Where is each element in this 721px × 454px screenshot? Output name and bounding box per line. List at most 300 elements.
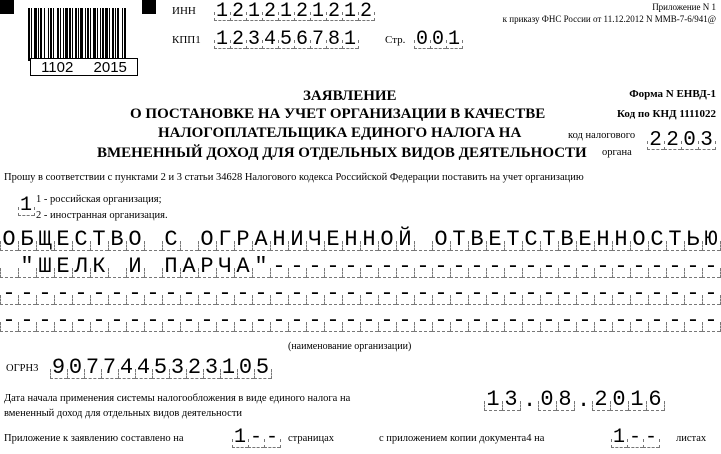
char-cell-baseline	[628, 410, 646, 411]
char-cell	[216, 256, 234, 278]
char-cell-baseline	[18, 277, 36, 278]
char-cell	[324, 229, 342, 251]
char-cell	[270, 256, 288, 278]
title-line-2: О ПОСТАНОВКЕ НА УЧЕТ ОРГАНИЗАЦИИ В КАЧЕСТВЕ	[130, 106, 546, 122]
char-cell-text: -	[218, 308, 232, 333]
char-cell-text: -	[704, 254, 718, 279]
char-cell-baseline	[576, 277, 594, 278]
char-cell-text: 8	[558, 387, 572, 412]
char-cell	[594, 310, 612, 332]
char-cell	[198, 229, 216, 251]
char-cell	[162, 229, 180, 251]
char-cell	[522, 256, 540, 278]
char-cell	[306, 310, 324, 332]
ogrn-field[interactable]	[50, 357, 271, 379]
char-cell-text: Т	[452, 227, 466, 252]
char-cell-baseline	[169, 378, 186, 379]
char-cell-text: Щ	[38, 227, 52, 252]
page-number-field[interactable]	[414, 27, 462, 51]
char-cell-text: 0	[683, 128, 696, 152]
appendix-copies-prefix: с приложением копии документа4 на	[379, 433, 545, 444]
start-date-month-field[interactable]	[538, 389, 574, 411]
char-cell-baseline	[162, 277, 180, 278]
char-cell	[684, 229, 702, 251]
char-cell-text: 1	[233, 426, 246, 449]
char-cell-baseline	[324, 331, 342, 332]
char-cell	[72, 229, 90, 251]
char-cell-text: Е	[56, 254, 70, 279]
char-cell-text: -	[2, 281, 16, 306]
char-cell-baseline	[198, 331, 216, 332]
char-cell-text: Н	[272, 227, 286, 252]
char-cell-text: 1	[247, 0, 260, 23]
char-cell-text: -	[650, 281, 664, 306]
char-cell	[54, 229, 72, 251]
char-cell-baseline	[540, 277, 558, 278]
char-cell-baseline	[310, 48, 326, 49]
char-cell-baseline	[504, 277, 522, 278]
char-cell-baseline	[643, 447, 659, 448]
char-cell	[252, 256, 270, 278]
char-cell-text: -	[614, 254, 628, 279]
char-cell-baseline	[90, 277, 108, 278]
char-cell-baseline	[180, 250, 198, 251]
char-cell-baseline	[430, 48, 446, 49]
char-cell-baseline	[396, 331, 414, 332]
org-type-field[interactable]	[18, 195, 34, 216]
char-cell-baseline	[237, 378, 254, 379]
char-cell	[152, 357, 169, 379]
char-cell-text: -	[452, 308, 466, 333]
appendix-sheets-field[interactable]	[611, 428, 659, 448]
char-cell-baseline	[432, 277, 450, 278]
char-cell-text: -	[506, 281, 520, 306]
char-cell-text: -	[596, 281, 610, 306]
char-cell-baseline	[324, 304, 342, 305]
char-cell	[324, 310, 342, 332]
char-cell	[36, 229, 54, 251]
char-cell-baseline	[627, 447, 643, 448]
char-cell	[486, 229, 504, 251]
char-cell-baseline	[288, 277, 306, 278]
char-cell-text: -	[182, 308, 196, 333]
char-cell	[610, 389, 628, 411]
char-cell-text: 3	[504, 387, 518, 412]
char-cell-baseline	[144, 331, 162, 332]
char-cell-text: Е	[578, 227, 592, 252]
kpp-field[interactable]	[214, 27, 358, 51]
char-cell	[576, 310, 594, 332]
char-cell-baseline	[378, 331, 396, 332]
knd-code: Код по КНД 1111022	[616, 108, 716, 120]
char-cell-baseline	[270, 331, 288, 332]
org-type-option-1: 1 - российская организация;	[36, 194, 162, 205]
org-type-option-2: 2 - иностранная организация.	[36, 210, 168, 221]
char-cell-text: 7	[102, 355, 117, 380]
char-cell-baseline	[0, 277, 18, 278]
char-cell-baseline	[306, 277, 324, 278]
char-cell	[612, 283, 630, 305]
char-cell-baseline	[378, 304, 396, 305]
char-cell-text: -	[110, 308, 124, 333]
char-cell-text: -	[542, 281, 556, 306]
char-cell-text: Р	[236, 227, 250, 252]
char-cell-text: О	[2, 227, 16, 252]
tax-authority-code-field[interactable]	[647, 130, 715, 150]
char-cell-baseline	[36, 250, 54, 251]
char-cell	[594, 256, 612, 278]
char-cell-baseline	[262, 20, 278, 21]
start-date-year-field[interactable]	[592, 389, 664, 411]
char-cell-text: -	[632, 254, 646, 279]
char-cell	[666, 283, 684, 305]
char-cell	[108, 283, 126, 305]
request-text: Прошу в соответствии с пунктами 2 и 3 статьи 34628 Налогового кодекса Российской Федерации поставить на учет организацию	[4, 172, 584, 183]
char-cell-text: -	[308, 254, 322, 279]
char-cell	[630, 229, 648, 251]
char-cell-baseline	[360, 304, 378, 305]
char-cell-text: В	[110, 227, 124, 252]
char-cell	[72, 256, 90, 278]
char-cell-text: -	[686, 281, 700, 306]
char-cell-baseline	[468, 250, 486, 251]
char-cell	[310, 27, 326, 51]
char-cell-baseline	[36, 304, 54, 305]
char-cell	[108, 229, 126, 251]
char-cell-text: 0	[431, 27, 444, 51]
char-cell-baseline	[144, 277, 162, 278]
char-cell	[252, 229, 270, 251]
char-cell	[378, 256, 396, 278]
char-cell	[630, 283, 648, 305]
char-cell	[306, 283, 324, 305]
char-cell	[234, 310, 252, 332]
char-cell	[648, 256, 666, 278]
char-cell-text: 2	[327, 0, 340, 23]
org-name-caption: (наименование организации)	[288, 341, 412, 352]
char-cell-baseline	[198, 250, 216, 251]
char-cell-text: -	[524, 308, 538, 333]
char-cell-baseline	[592, 410, 610, 411]
char-cell-baseline	[234, 250, 252, 251]
char-cell	[262, 27, 278, 51]
char-cell-text: -	[362, 254, 376, 279]
char-cell	[684, 283, 702, 305]
char-cell-baseline	[594, 277, 612, 278]
char-cell-baseline	[118, 378, 135, 379]
char-cell	[126, 283, 144, 305]
char-cell-baseline	[468, 277, 486, 278]
char-cell-baseline	[504, 250, 522, 251]
char-cell	[18, 283, 36, 305]
tax-code-label-1: код налогового	[568, 130, 636, 141]
char-cell-text: -	[290, 254, 304, 279]
char-cell-baseline	[108, 331, 126, 332]
org-name-row-3[interactable]	[0, 283, 720, 305]
char-cell	[0, 310, 18, 332]
char-cell-baseline	[0, 250, 18, 251]
char-cell-text: -	[542, 308, 556, 333]
char-cell-baseline	[144, 304, 162, 305]
page-label: Стр.	[385, 34, 406, 46]
char-cell-baseline	[648, 331, 666, 332]
char-cell	[234, 283, 252, 305]
char-cell	[450, 229, 468, 251]
char-cell-baseline	[594, 250, 612, 251]
char-cell-text: П	[164, 254, 178, 279]
char-cell-baseline	[610, 410, 628, 411]
char-cell	[214, 27, 230, 51]
char-cell	[643, 428, 659, 448]
char-cell-baseline	[360, 331, 378, 332]
char-cell-text: Т	[92, 227, 106, 252]
char-cell-baseline	[414, 331, 432, 332]
char-cell	[576, 229, 594, 251]
char-cell	[486, 256, 504, 278]
barcode-icon	[28, 8, 140, 61]
char-cell-text: -	[146, 281, 160, 306]
char-cell-text: 4	[263, 27, 276, 51]
org-name-row-1[interactable]	[0, 229, 720, 251]
char-cell-baseline	[612, 277, 630, 278]
char-cell-text: Н	[614, 227, 628, 252]
char-cell-baseline	[522, 304, 540, 305]
title-line-4: ВМЕНЕННЫЙ ДОХОД ДЛЯ ОТДЕЛЬНЫХ ВИДОВ ДЕЯТЕЛЬНОСТИ	[97, 145, 587, 161]
char-cell-baseline	[684, 304, 702, 305]
char-cell-text: Т	[506, 227, 520, 252]
char-cell-baseline	[502, 410, 520, 411]
char-cell-text: 3	[247, 27, 260, 51]
char-cell-text: Й	[398, 227, 412, 252]
char-cell-text: -	[2, 308, 16, 333]
char-cell	[627, 428, 643, 448]
org-name-row-4[interactable]	[0, 310, 720, 332]
char-cell-baseline	[414, 304, 432, 305]
char-cell-baseline	[558, 331, 576, 332]
char-cell	[310, 2, 326, 21]
char-cell-text: -	[272, 254, 286, 279]
char-cell	[144, 310, 162, 332]
char-cell	[288, 283, 306, 305]
char-cell-baseline	[18, 250, 36, 251]
start-date-sep-2: .	[577, 388, 591, 413]
char-cell-text: 1	[215, 0, 228, 23]
char-cell	[342, 229, 360, 251]
char-cell-text: Ь	[686, 227, 700, 252]
form-name: Форма N ЕНВД-1	[629, 88, 716, 100]
char-cell-text: 1	[612, 426, 625, 449]
char-cell-baseline	[326, 48, 342, 49]
barcode-number-left: 1102	[41, 58, 74, 76]
char-cell	[612, 256, 630, 278]
appendix-pages-field[interactable]	[232, 428, 280, 448]
char-cell-text: 9	[51, 355, 66, 380]
char-cell-text: -	[470, 281, 484, 306]
char-cell	[252, 283, 270, 305]
char-cell-text: О	[632, 227, 646, 252]
char-cell-text: -	[164, 281, 178, 306]
char-cell	[486, 283, 504, 305]
char-cell	[342, 310, 360, 332]
char-cell-baseline	[432, 304, 450, 305]
char-cell-baseline	[630, 331, 648, 332]
char-cell	[0, 256, 18, 278]
char-cell-text: -	[200, 281, 214, 306]
appendix-line-1: Приложение N 1	[652, 2, 716, 12]
char-cell-baseline	[203, 378, 220, 379]
char-cell-text: Р	[200, 254, 214, 279]
char-cell	[612, 310, 630, 332]
char-cell-text: -	[38, 308, 52, 333]
char-cell-text: О	[200, 227, 214, 252]
char-cell	[72, 283, 90, 305]
char-cell-baseline	[522, 277, 540, 278]
char-cell-text: -	[578, 308, 592, 333]
char-cell	[540, 229, 558, 251]
char-cell-baseline	[646, 410, 664, 411]
char-cell	[468, 256, 486, 278]
char-cell	[698, 130, 715, 150]
char-cell-baseline	[698, 149, 715, 150]
char-cell	[18, 310, 36, 332]
char-cell-text: -	[650, 254, 664, 279]
char-cell	[18, 229, 36, 251]
char-cell-text: -	[344, 281, 358, 306]
char-cell-baseline	[214, 20, 230, 21]
char-cell-baseline	[54, 277, 72, 278]
char-cell-text: -	[632, 308, 646, 333]
char-cell-baseline	[611, 447, 627, 448]
char-cell-text: -	[344, 254, 358, 279]
char-cell-baseline	[612, 331, 630, 332]
char-cell-text: В	[470, 227, 484, 252]
char-cell-text: -	[560, 281, 574, 306]
org-name-row-2[interactable]	[0, 256, 720, 278]
char-cell-text: -	[668, 281, 682, 306]
char-cell-baseline	[576, 250, 594, 251]
char-cell	[502, 389, 520, 411]
char-cell-text: -	[416, 254, 430, 279]
char-cell-text: Г	[218, 227, 232, 252]
char-cell-baseline	[612, 250, 630, 251]
char-cell-baseline	[84, 378, 101, 379]
char-cell-text: 2	[295, 0, 308, 23]
char-cell-text: О	[434, 227, 448, 252]
char-cell-text: 1	[221, 355, 236, 380]
char-cell-baseline	[684, 277, 702, 278]
char-cell-baseline	[486, 250, 504, 251]
char-cell-baseline	[342, 20, 358, 21]
char-cell	[414, 229, 432, 251]
char-cell	[358, 2, 374, 21]
char-cell	[234, 256, 252, 278]
char-cell-text: -	[470, 254, 484, 279]
char-cell	[396, 283, 414, 305]
char-cell-baseline	[450, 277, 468, 278]
char-cell-baseline	[254, 378, 271, 379]
char-cell	[36, 310, 54, 332]
char-cell	[108, 256, 126, 278]
char-cell	[360, 310, 378, 332]
char-cell-text: -	[265, 426, 278, 449]
char-cell	[342, 283, 360, 305]
char-cell-baseline	[342, 250, 360, 251]
char-cell-baseline	[612, 304, 630, 305]
char-cell-baseline	[54, 250, 72, 251]
char-cell-text: -	[668, 254, 682, 279]
char-cell	[72, 310, 90, 332]
char-cell	[254, 357, 271, 379]
char-cell	[450, 256, 468, 278]
char-cell-baseline	[72, 331, 90, 332]
char-cell-text: Ч	[218, 254, 232, 279]
char-cell-text: 2	[359, 0, 372, 23]
char-cell	[450, 310, 468, 332]
char-cell-baseline	[414, 277, 432, 278]
char-cell-baseline	[162, 304, 180, 305]
char-cell-baseline	[306, 331, 324, 332]
char-cell-text: С	[74, 227, 88, 252]
char-cell-text: -	[542, 254, 556, 279]
char-cell	[288, 310, 306, 332]
char-cell-text: Л	[74, 254, 88, 279]
char-cell-text: -	[380, 281, 394, 306]
char-cell-baseline	[558, 250, 576, 251]
char-cell-baseline	[36, 331, 54, 332]
char-cell-baseline	[538, 410, 556, 411]
char-cell	[108, 310, 126, 332]
char-cell	[36, 283, 54, 305]
char-cell-text: 2	[649, 128, 662, 152]
char-cell-baseline	[342, 331, 360, 332]
char-cell-text: 1	[343, 27, 356, 51]
char-cell	[414, 256, 432, 278]
char-cell-baseline	[324, 250, 342, 251]
char-cell-baseline	[126, 277, 144, 278]
char-cell-text: -	[74, 308, 88, 333]
char-cell-baseline	[270, 250, 288, 251]
char-cell	[90, 256, 108, 278]
char-cell	[278, 27, 294, 51]
char-cell-baseline	[630, 304, 648, 305]
char-cell	[101, 357, 118, 379]
char-cell	[294, 27, 310, 51]
char-cell-text: Ю	[704, 227, 718, 252]
start-date-day-field[interactable]	[484, 389, 520, 411]
char-cell-baseline	[378, 250, 396, 251]
char-cell	[216, 283, 234, 305]
char-cell	[628, 389, 646, 411]
char-cell	[646, 389, 664, 411]
inn-field[interactable]	[214, 2, 374, 21]
char-cell	[324, 283, 342, 305]
char-cell	[198, 283, 216, 305]
char-cell	[468, 283, 486, 305]
appendix-sheets-suffix: листах	[676, 433, 707, 444]
char-cell	[324, 256, 342, 278]
char-cell-text: 1	[343, 0, 356, 23]
char-cell-text: 5	[255, 355, 270, 380]
char-cell	[232, 428, 248, 448]
char-cell	[36, 256, 54, 278]
char-cell	[360, 229, 378, 251]
char-cell-text: -	[434, 254, 448, 279]
char-cell-baseline	[630, 277, 648, 278]
char-cell-baseline	[101, 378, 118, 379]
char-cell	[647, 130, 664, 150]
char-cell-text: -	[74, 281, 88, 306]
char-cell-text: -	[110, 281, 124, 306]
